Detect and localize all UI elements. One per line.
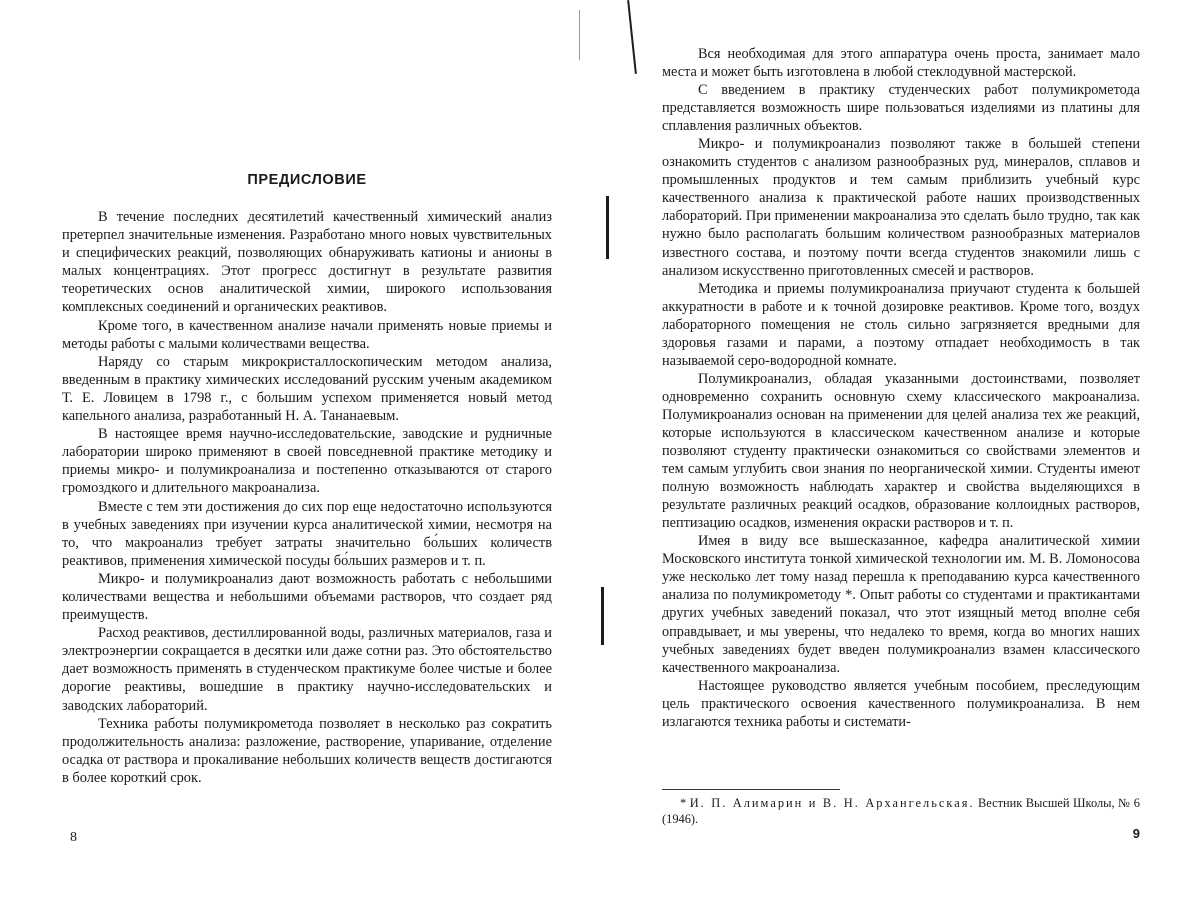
paragraph: Техника работы полумикрометода позволяет в несколько раз сократить продолжительность анализа: разложение, растворение, упаривание, отделение осадка от раствора и прокаливание небольших количеств веществ достигаются в более короткий срок.: [62, 715, 552, 786]
paragraph: Методика и приемы полумикроанализа приучают студента к большей аккуратности в работе и к точной дозировке реактивов. Кроме того, воздух лабораторного помещения не столь сильно загрязняется вредными для здоровья газами и парами, а поэтому отпадает необходимость в так называемой серо-водородной комнате.: [662, 280, 1140, 369]
paragraph: Наряду со старым микрокристаллоскопическим методом анализа, введенным в практику химических исследований русским ученым академиком Т. Е. Ловицем в 1798 г., с большим успехом применяется новый метод капельного анализа, разработанный Н. А. Тананаевым.: [62, 353, 552, 425]
page-number: 8: [70, 830, 77, 845]
page-number: 9: [1132, 826, 1140, 841]
footnote-authors: И. П. Алимарин и В. Н. Архангельская.: [689, 796, 975, 810]
paragraph: В настоящее время научно-исследовательские, заводские и рудничные лаборатории широко применяют в своей повседневной практике методику и приемы микро- и полумикроанализа и постепенно отказываются от старого громоздкого и длительного макроанализа.: [62, 426, 552, 497]
paragraph: Настоящее руководство является учебным пособием, преследующим цель практического освоения качественного полумикроанализа. В нем излагаются техника работы и системати-: [662, 677, 1140, 730]
left-page-text: [62, 208, 552, 787]
scan-mark: [606, 196, 609, 259]
scan-mark: [601, 587, 604, 645]
paragraph: Вся необходимая для этого аппаратура очень проста, занимает мало места и может быть изготовлена в любой стеклодувной мастерской.: [662, 46, 1140, 81]
paragraph: С введением в практику студенческих работ полумикрометода представляется возможность шире пользоваться изделиями из платины для сплавления различных объектов.: [662, 82, 1140, 135]
footnote-source: Вестник Высшей Школы, № 6 (1946).: [662, 796, 1141, 826]
page-title: ПРЕДИСЛОВИЕ: [247, 172, 367, 188]
paragraph: Микро- и полумикроанализ позволяют также в большей степени ознакомить студентов с анализом разнообразных руд, минералов, сплавов и промышленных продуктов и тем самым приблизить учебный курс качественного анализа к практической работе наших производственных лабораторий. При применении макроанализа это сделать было трудно, так как нужно было располагать большим количеством разнообразных материалов известного состава, и поэтому почти всегда студентов знакомили лишь с анализом искусственно приготовленных смесей и растворов.: [662, 136, 1140, 279]
footnote-marker: *: [680, 796, 690, 810]
paragraph: Имея в виду все вышесказанное, кафедра аналитической химии Московского института тонкой химической технологии им. М. В. Ломоносова уже несколько лет тому назад перешла к преподаванию курса качественного анализа по полумикрометоду *. Опыт работы со студентами и практикантами других учебных заведений показал, что этот изящный метод вполне себя оправдывает, и мы уверены, что недалеко то время, когда во многих наших учебных заведениях будет введен полумикроанализ взамен классического качественного макроанализа.: [662, 533, 1140, 676]
right-page-text: [662, 45, 1140, 731]
paragraph: Вместе с тем эти достижения до сих пор еще недостаточно используются в учебных заведениях при изучении курса аналитической химии, несмотря на то, что макроанализ требует затраты значительно бо́льших количеств реактивов, применения химической посуды бо́льших размеров и т. п.: [62, 498, 552, 569]
scan-mark: [627, 0, 637, 74]
paragraph: Полумикроанализ, обладая указанными достоинствами, позволяет одновременно сохранить основную схему классического макроанализа. Полумикроанализ основан на применении для целей анализа тех же реакций, которые используются в классическом качественном анализе и которые позволяют студенту практически ознакомиться со свойствами элементов и тем самым углубить свои знания по неорганической химии. Студенты имеют полную возможность наблюдать характер и свойства выделяющихся в результате различных реакций осадков, образование коллоидных растворов, пептизацию осадков, изменения окраски растворов и т. п.: [662, 370, 1140, 532]
paragraph: Кроме того, в качественном анализе начали применять новые приемы и методы работы с малыми количествами вещества.: [62, 317, 552, 352]
scan-mark: [579, 10, 580, 60]
left-page: [62, 0, 552, 909]
right-page: [662, 0, 1140, 909]
paragraph: Расход реактивов, дестиллированной воды, различных материалов, газа и электроэнергии сокращается в десятки или даже сотни раз. Это обстоятельство дает возможность применять в студенческом практикуме более чистые и более дорогие реактивы, вошедшие в практику научно-исследовательских и заводских лабораторий.: [62, 625, 552, 714]
footnote-rule: [662, 789, 840, 790]
footnote: [662, 795, 1140, 827]
paragraph: Микро- и полумикроанализ дают возможность работать с небольшими количествами вещества и небольшими объемами растворов, что создает ряд преимуществ.: [62, 570, 552, 624]
paragraph: В течение последних десятилетий качественный химический анализ претерпел значительные изменения. Разработано много новых чувствительных и специфических реакций, позволяющих обнаруживать катионы и анионы в малых концентрациях. Этот прогресс достигнут в результате развития теоретических основ аналитической химии, широкого использования комплексных соединений и органических реактивов.: [62, 209, 552, 316]
